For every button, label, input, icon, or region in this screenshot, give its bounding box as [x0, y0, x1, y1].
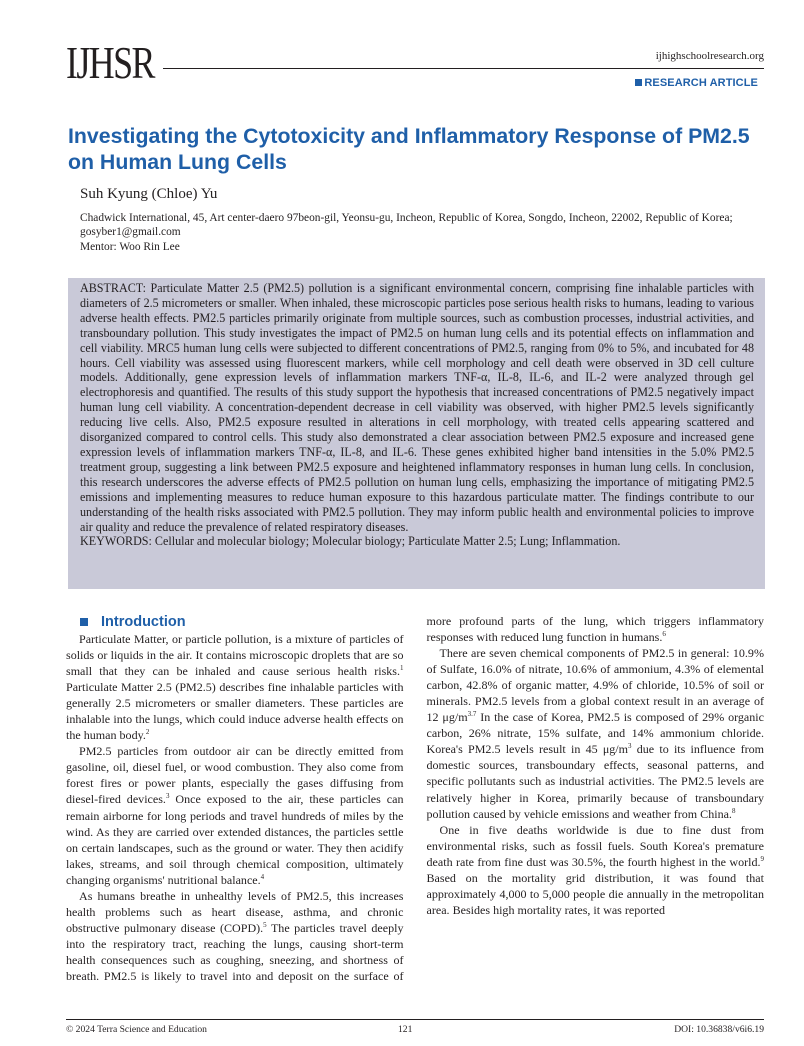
intro-p4-text-a: There are seven chemical components of PM2.5 in general: 10.9% of Sulfate, 16.0% of nitrate, 10.6% of ammonium, 4.3% of elemental carbon, 42.8% of organic matter, 4.9% of chloride, 10.5% of soil or minerals. PM2.5 levels from a global context result in an average of 12 μg/m	[426, 646, 764, 725]
intro-paragraph-4	[427, 645, 765, 822]
article-title: Investigating the Cytotoxicity and Inflammatory Response of PM2.5 on Human Lung Cells	[68, 124, 750, 174]
footer-copyright: © 2024 Terra Science and Education	[66, 1024, 207, 1035]
reference-6[interactable]: 6	[662, 630, 666, 639]
footer-rule	[66, 1019, 764, 1020]
square-bullet-icon	[80, 618, 88, 626]
abstract-body: Particulate Matter 2.5 (PM2.5) pollution is a significant environmental concern, comprising fine inhalable particles with diameters of 2.5 micrometers or smaller. When inhaled, these microscopic particles pose serious health risks to humans, leading to various adverse health effects. PM2.5 particles primarily originate from multiple sources, such as combustion processes, industrial activities, and transboundary pollution. This study investigates the impact of PM2.5 on human lung cells and its potential effects on inflammation and cell viability. MRC5 human lung cells were subjected to different concentrations of PM2.5, ranging from 0% to 5%, and incubated for 48 hours. Cell viability was assessed using fluorescent markers, while cell morphology and cell death were observed in 3D cell culture models. Additionally, gene expression levels of inflammation markers TNF-α, IL-8, IL-6, and IL-2 were analyzed through gel electrophoresis and quantified. The results of this study support the hypothesis that increased concentrations of PM2.5 negatively impact human lung cell viability. A concentration-dependent decrease in cell viability was observed, with higher PM2.5 levels significantly reducing live cells. Also, PM2.5 exposure resulted in alterations in cell morphology, with treated cells appearing scattered and disorganized compared to control cells. This study also demonstrated a clear association between PM2.5 exposure and increased gene expression levels of inflammation markers TNF-α, IL-8, and IL-6. These genes exhibited higher band intensities in the 5.0% PM2.5 treatment group, suggesting a link between PM2.5 exposure and heightened inflammatory responses in human lung cells. In conclusion, this research underscores the adverse effects of PM2.5 pollution on human lung cells, emphasizing the importance of mitigating PM2.5 emissions and implementing measures to reduce human exposure to this hazardous particulate matter. The findings contribute to our understanding of the health risks associated with PM2.5 pollution. They may inform public health and environmental policies to improve air quality and reduce the prevalence of related respiratory diseases.	[80, 281, 754, 534]
reference-3[interactable]: 3	[165, 792, 170, 801]
introduction-heading-text: Introduction	[101, 614, 186, 630]
footer-page-number: 121	[398, 1024, 413, 1035]
journal-url[interactable]: ijhighschoolresearch.org	[655, 50, 764, 62]
keywords-list: Cellular and molecular biology; Molecular biology; Particulate Matter 2.5; Lung; Inflammation.	[154, 534, 621, 549]
reference-9[interactable]: 9	[760, 854, 764, 863]
abstract-box	[68, 278, 765, 589]
reference-5[interactable]: 5	[263, 920, 267, 929]
intro-paragraph-5	[427, 822, 765, 918]
unit-superscript: 3	[467, 710, 472, 719]
intro-p3-text-b: The particles travel deeply into the respiratory tract, reaching the lungs, causing short-term health consequences such as coughing, sneezing, and shortness of breath. PM2.5 is likely to travel into and deposit on the surface of more profound parts of the lung, which triggers inflammatory responses with reduced lung function in humans.	[66, 614, 764, 983]
author-email[interactable]: gosyber1@gmail.com	[80, 226, 181, 239]
affiliation-address: Chadwick International, 45, Art center-daero 97beon-gil, Yeonsu-gu, Incheon, Republic of Korea, Songdo, Incheon, 22002, Republic of Korea;	[80, 212, 733, 224]
reference-1[interactable]: 1	[400, 664, 404, 673]
author-name: Suh Kyung (Chloe) Yu	[80, 186, 218, 202]
abstract-text	[80, 281, 754, 534]
square-bullet-icon	[635, 79, 642, 86]
intro-p4-text-b: In the case of Korea, PM2.5 is composed of 29% organic carbon, 26% nitrate, 15% sulfate, and 14% ammonium chloride. Korea's PM2.5 levels result in 45 μg/m	[426, 710, 764, 757]
unit-superscript: 3	[628, 742, 632, 751]
intro-p5-text-a: One in five deaths worldwide is due to fine dust from environmental risks, such as fossil fuels. South Korea's premature death rate from fine dust was 30.5%, the fourth highest in the world.	[426, 822, 764, 869]
article-type-label: RESEARCH ARTICLE	[644, 77, 758, 89]
abstract-label: ABSTRACT:	[80, 281, 151, 295]
intro-p2-text-b: Once exposed to the air, these particles can remain airborne for long periods and travel hundreds of miles by the wind. As they are carried over extended distances, the particles settle on certain landscapes, such as the ground or water. They then acidify lakes, streams, and soil through chemical composition, ultimately changing organisms' nutritional balance.	[66, 792, 404, 887]
keywords-label: KEYWORDS:	[80, 534, 155, 549]
introduction-heading	[66, 613, 404, 631]
body-column-left	[66, 613, 764, 1005]
reference-2[interactable]: 2	[145, 728, 150, 737]
intro-paragraph-1	[66, 631, 404, 743]
intro-p5-text-b: Based on the mortality grid distribution, it was found that approximately 4,000 to 5,000 people die annually in the metropolitan area. Besides high mortality rates, it was reported	[426, 870, 764, 917]
reference-7[interactable]: .7	[471, 710, 477, 719]
intro-p1-text-a: Particulate Matter, or particle pollution, is a mixture of particles of solids or liquids in the air. It contains microscopic droplets that are so small that they can be inhaled and cause serious health risks.	[66, 632, 404, 679]
mentor: Mentor: Woo Rin Lee	[80, 240, 180, 253]
article-type-badge	[635, 77, 758, 89]
header-rule	[163, 68, 764, 69]
keywords	[80, 534, 754, 549]
journal-logo: IJHSR	[66, 37, 154, 88]
intro-p4-text-c: due to its influence from domestic sources, transboundary effects, seasonal patterns, and specific pollutants such as industrial activities. The PM2.5 levels are relatively higher in Korea, primarily because of transboundary pollution caused by vehicle emissions and weather from China.	[426, 742, 764, 821]
intro-p3-text-a: As humans breathe in unhealthy levels of PM2.5, this increases health problems such as heart disease, asthma, and chronic obstructive pulmonary disease (COPD).	[66, 888, 404, 935]
intro-paragraph-2	[66, 743, 404, 887]
intro-p1-text-b: Particulate Matter 2.5 (PM2.5) describes fine inhalable particles with generally 2.5 micrometers or smaller diameters. These particles are inhalable into the lungs, which could induce adverse health effects on the human body.	[66, 680, 404, 743]
footer-doi[interactable]: DOI: 10.36838/v6i6.19	[674, 1024, 764, 1035]
reference-4[interactable]: 4	[260, 872, 265, 881]
intro-p2-text-a: PM2.5 particles from outdoor air can be directly emitted from gasoline, oil, diesel fuel, or wood combustion. They also come from forest fires or power plants, especially the gases diffusing from diesel-fired devices.	[66, 744, 404, 807]
reference-8[interactable]: 8	[731, 806, 736, 815]
affiliation	[80, 211, 770, 254]
